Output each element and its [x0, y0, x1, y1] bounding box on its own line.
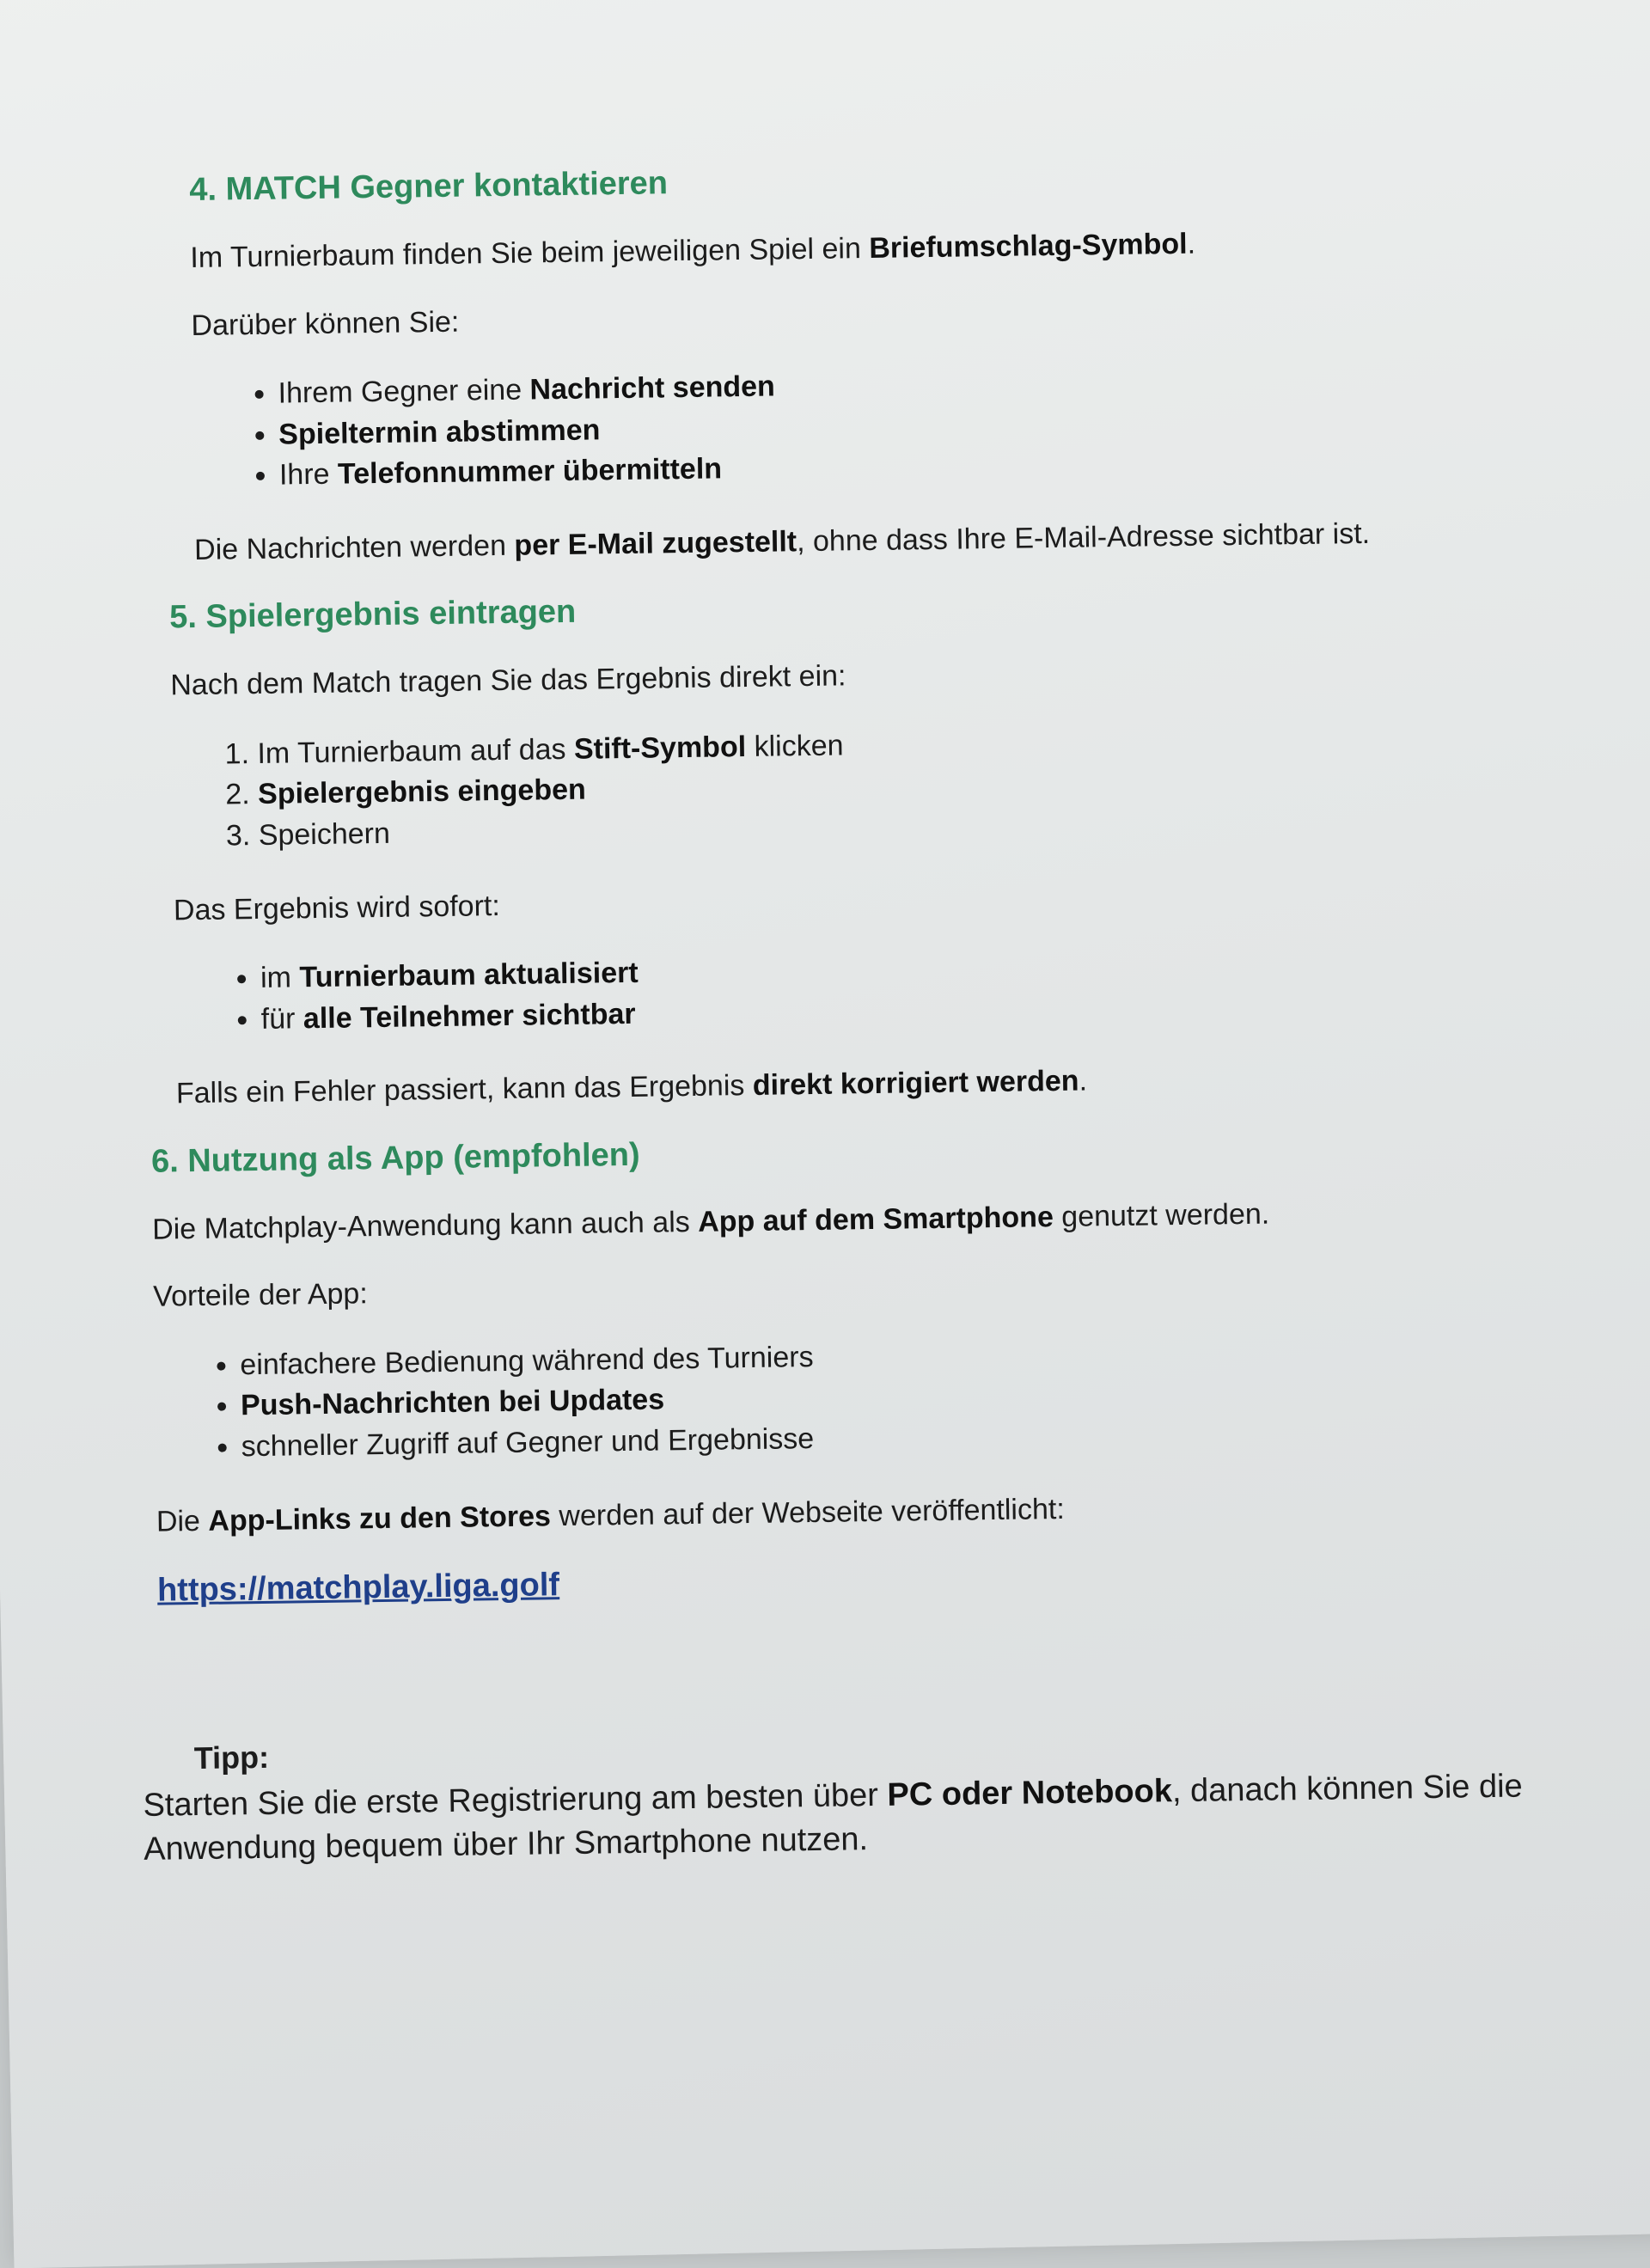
- link-paragraph: [157, 1551, 1585, 1612]
- list-label: Darüber können Sie:: [191, 305, 460, 342]
- section-heading: 6. Nutzung als App (empfohlen): [150, 1136, 640, 1180]
- list-item: • für alle Teilnehmer sichtbar: [260, 981, 1576, 1040]
- list-item: • Ihre Telefonnummer übermitteln: [279, 437, 1569, 497]
- bullet-list: [192, 356, 1568, 498]
- section-heading: 5. Spielergebnis eintragen: [168, 594, 577, 636]
- list-label: Vorteile der App:: [153, 1277, 369, 1313]
- tip-label: Tipp:: [193, 1739, 270, 1776]
- list-item: 2. Spielergebnis eingeben: [258, 756, 1574, 816]
- section-heading: 4. MATCH Gegner kontaktieren: [189, 165, 669, 208]
- paragraph: Die App-Links zu den Stores werden auf der Webseite veröffentlicht:: [156, 1492, 1066, 1538]
- list-item: • Ihrem Gegner eine Nachricht senden: [278, 356, 1568, 415]
- section-enter-result: [169, 580, 1577, 1112]
- tip-text: Starten Sie die erste Registrierung am besten über PC oder Notebook, danach können Sie die Anwendung bequem über Ihr Smartphone nutzen.: [143, 1768, 1523, 1868]
- matchplay-link[interactable]: https://matchplay.liga.golf: [156, 1567, 560, 1609]
- document-page: [143, 153, 1587, 1871]
- list-item: • Spieltermin abstimmen: [278, 396, 1568, 455]
- section-app-usage: [143, 1123, 1588, 1871]
- paragraph: Im Turnierbaum finden Sie beim jeweiligen Spiel ein Briefumschlag-Symbol.: [190, 227, 1196, 274]
- section-match-contact: [189, 153, 1569, 569]
- paragraph: Die Matchplay-Anwendung kann auch als App auf dem Smartphone genutzt werden.: [151, 1197, 1270, 1246]
- bullet-list: [154, 1326, 1582, 1469]
- list-item: • Push-Nachrichten bei Updates: [241, 1367, 1582, 1427]
- list-item: 1. Im Turnierbaum auf das Stift-Symbol klicken: [257, 715, 1573, 774]
- list-item: • schneller Zugriff auf Gegner und Ergebnisse: [241, 1408, 1582, 1467]
- list-item: • einfachere Bedienung während des Turniers: [240, 1326, 1581, 1385]
- list-item: 3. Speichern: [258, 798, 1574, 857]
- list-label: Das Ergebnis wird sofort:: [173, 889, 501, 926]
- bullet-list: [174, 940, 1576, 1042]
- paragraph: Die Nachrichten werden per E-Mail zugestellt, ohne dass Ihre E-Mail-Adresse sichtbar ist.: [193, 517, 1371, 566]
- numbered-list: [171, 715, 1574, 858]
- paragraph: Nach dem Match tragen Sie das Ergebnis direkt ein:: [170, 659, 846, 702]
- paragraph: Falls ein Fehler passiert, kann das Ergebnis direkt korrigiert werden.: [175, 1064, 1088, 1110]
- list-item: • im Turnierbaum aktualisiert: [260, 940, 1576, 1000]
